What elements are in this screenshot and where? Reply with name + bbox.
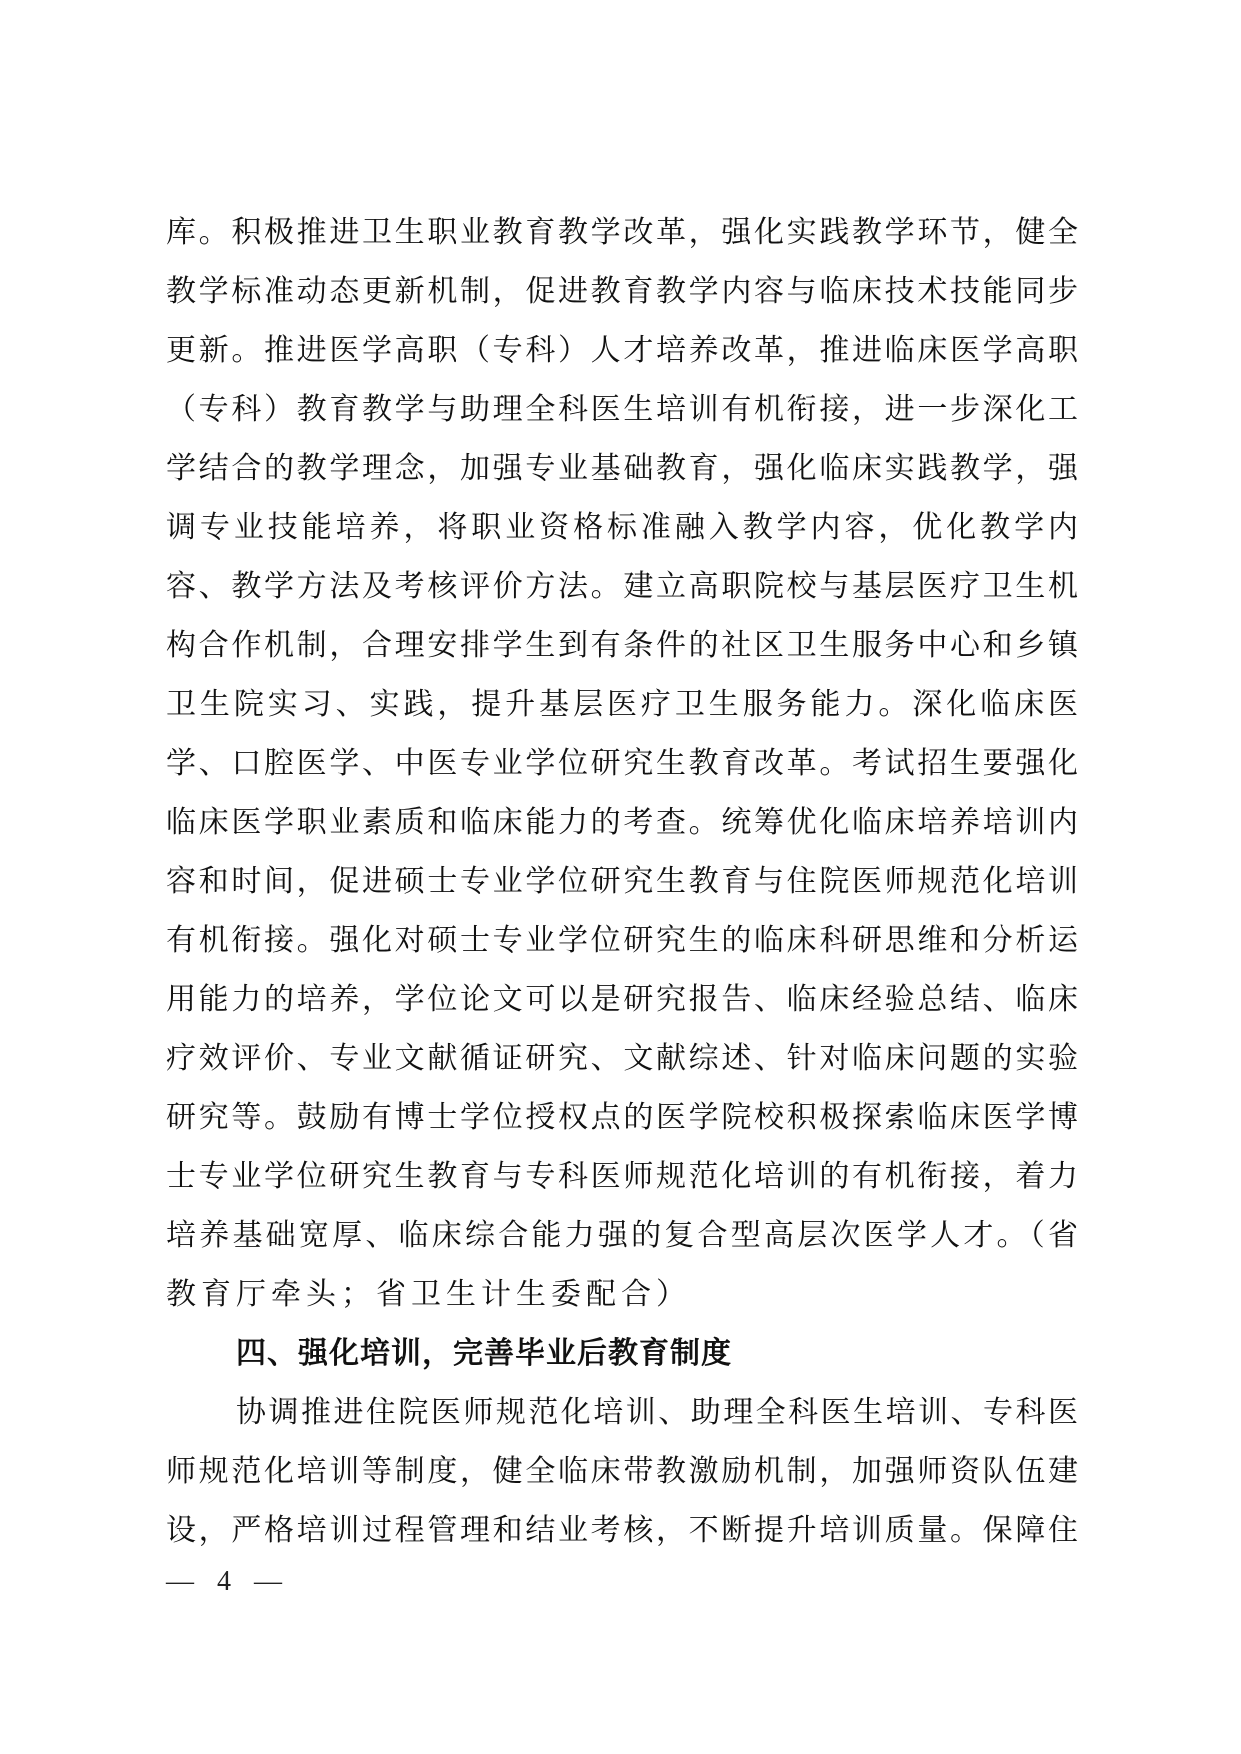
text-line: 设，严格培训过程管理和结业考核，不断提升培训质量。保障住 <box>166 1513 1078 1548</box>
text-line: （专科）教育教学与助理全科医生培训有机衔接，进一步深化工 <box>166 392 1078 427</box>
text-line: 用能力的培养，学位论文可以是研究报告、临床经验总结、临床 <box>166 982 1078 1017</box>
text-line: 构合作机制，合理安排学生到有条件的社区卫生服务中心和乡镇 <box>166 628 1078 663</box>
text-line: 卫生院实习、实践，提升基层医疗卫生服务能力。深化临床医 <box>166 687 1078 722</box>
text-line: 协调推进住院医师规范化培训、助理全科医生培训、专科医 <box>236 1395 1078 1430</box>
text-line: 有机衔接。强化对硕士专业学位研究生的临床科研思维和分析运 <box>166 923 1078 958</box>
section-heading: 四、强化培训，完善毕业后教育制度 <box>236 1336 732 1371</box>
text-line: 疗效评价、专业文献循证研究、文献综述、针对临床问题的实验 <box>166 1041 1078 1076</box>
text-line: 库。积极推进卫生职业教育教学改革，强化实践教学环节，健全 <box>166 215 1078 250</box>
text-line: 学、口腔医学、中医专业学位研究生教育改革。考试招生要强化 <box>166 746 1078 781</box>
text-line: 教学标准动态更新机制，促进教育教学内容与临床技术技能同步 <box>166 274 1078 309</box>
document-body <box>166 203 1078 1560</box>
text-line: 临床医学职业素质和临床能力的考查。统筹优化临床培养培训内 <box>166 805 1078 840</box>
text-line: 容和时间，促进硕士专业学位研究生教育与住院医师规范化培训 <box>166 864 1078 899</box>
text-line: 学结合的教学理念，加强专业基础教育，强化临床实践教学，强 <box>166 451 1078 486</box>
text-line: 更新。推进医学高职（专科）人才培养改革，推进临床医学高职 <box>166 333 1078 368</box>
text-line: 教育厅牵头；省卫生计生委配合） <box>166 1277 691 1312</box>
text-line: 士专业学位研究生教育与专科医师规范化培训的有机衔接，着力 <box>166 1159 1078 1194</box>
text-line: 培养基础宽厚、临床综合能力强的复合型高层次医学人才。（省 <box>166 1218 1078 1253</box>
text-line: 调专业技能培养，将职业资格标准融入教学内容，优化教学内 <box>166 510 1078 545</box>
text-line: 研究等。鼓励有博士学位授权点的医学院校积极探索临床医学博 <box>166 1100 1078 1135</box>
text-line: 容、教学方法及考核评价方法。建立高职院校与基层医疗卫生机 <box>166 569 1078 604</box>
page-number: — 4 — <box>166 1566 290 1597</box>
text-line: 师规范化培训等制度，健全临床带教激励机制，加强师资队伍建 <box>166 1454 1078 1489</box>
